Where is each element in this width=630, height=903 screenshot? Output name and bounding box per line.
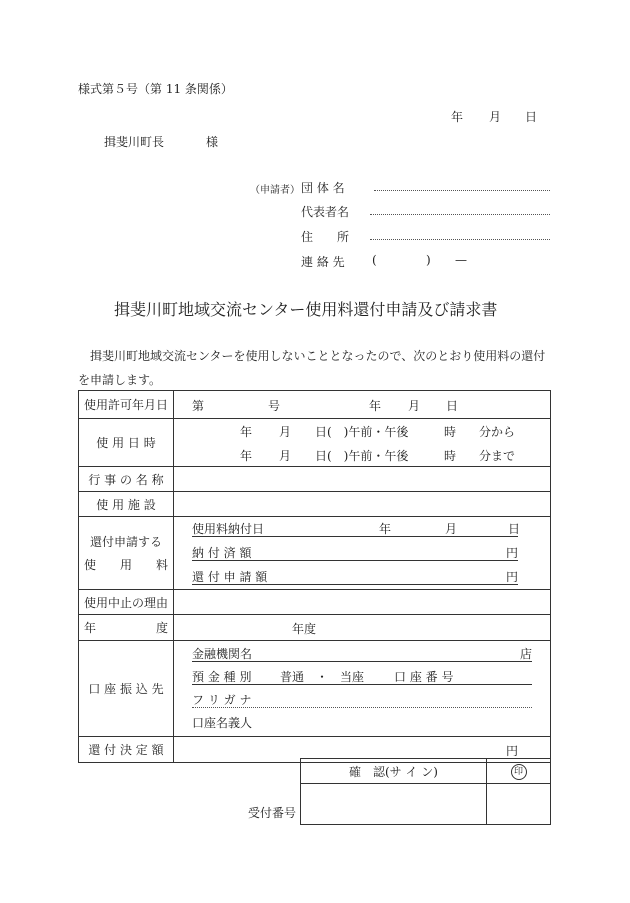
permit-date-cell[interactable] <box>174 391 551 419</box>
date-day: 日 <box>525 110 538 124</box>
facility-label: 使 用 施 設 <box>79 492 174 517</box>
address-label: 住 所 <box>301 230 350 244</box>
use-end-minute: 分まで <box>479 449 516 463</box>
application-table <box>78 390 551 763</box>
date-year: 年 <box>451 110 464 124</box>
paid-day: 日 <box>508 522 521 536</box>
paid-year: 年 <box>379 522 392 536</box>
reason-cell[interactable] <box>174 590 551 615</box>
fiscal-year-value: 年度 <box>292 622 317 636</box>
row-use-date <box>79 419 551 467</box>
furigana-dotline <box>192 707 532 708</box>
deposit-underline <box>192 684 532 685</box>
addressee: 揖斐川町長 <box>104 135 165 149</box>
form-number: 様式第５号（第 11 条関係） <box>78 82 233 96</box>
reason-label: 使用中止の理由 <box>79 590 174 615</box>
fiscal-year-cell[interactable] <box>174 615 551 641</box>
confirm-row <box>301 759 551 784</box>
use-start-day: 日( )午前・午後 <box>315 425 409 439</box>
applicant-prefix: （申請者） <box>250 185 300 196</box>
date-month: 月 <box>489 110 502 124</box>
permit-date-label: 使用許可年月日 <box>79 391 174 419</box>
receipt-row <box>301 784 551 825</box>
seal-cell <box>487 759 551 784</box>
row-bank <box>79 641 551 737</box>
use-start-month: 月 <box>279 425 292 439</box>
contact-label: 連 絡 先 <box>301 255 345 269</box>
use-start-minute: 分から <box>479 425 516 439</box>
row-facility <box>79 492 551 517</box>
representative-label: 代表者名 <box>301 205 350 219</box>
deposit-type-label: 預 金 種 別 <box>192 670 252 684</box>
refund-amount-underline <box>192 584 518 585</box>
seal-icon: 印 <box>511 764 527 780</box>
permit-year: 年 <box>369 399 382 413</box>
event-name-cell[interactable] <box>174 467 551 492</box>
bank-branch: 店 <box>520 647 533 661</box>
refund-fee-cell[interactable] <box>174 517 551 590</box>
use-start-hour: 時 <box>444 425 457 439</box>
row-reason <box>79 590 551 615</box>
seal-sign-cell[interactable] <box>487 784 551 825</box>
decided-yen: 円 <box>506 744 519 758</box>
intro-line-2: を申請します。 <box>78 373 162 387</box>
refund-amount-yen: 円 <box>506 570 519 584</box>
confirm-label: 確 認(サ イ ン) <box>301 759 487 784</box>
document-title: 揖斐川町地域交流センター使用料還付申請及び請求書 <box>114 300 498 319</box>
permit-dai: 第 <box>192 399 205 413</box>
paid-amount-label: 納 付 済 額 <box>192 546 252 560</box>
phone-dash: — <box>455 253 467 267</box>
use-end-month: 月 <box>279 449 292 463</box>
group-name-line[interactable] <box>374 190 550 191</box>
representative-line[interactable] <box>370 214 550 215</box>
event-name-label: 行 事 の 名 称 <box>79 467 174 492</box>
phone-open: ( <box>372 253 377 267</box>
refund-fee-label-1: 還付申請する <box>89 535 162 549</box>
facility-cell[interactable] <box>174 492 551 517</box>
phone-close: ) <box>426 253 431 267</box>
paid-amount-underline <box>192 560 518 561</box>
bank-label: 口 座 振 込 先 <box>79 641 174 737</box>
receipt-number-label: 受付番号 <box>248 806 297 820</box>
furigana-label: フ リ ガ ナ <box>192 693 252 707</box>
refund-amount-label: 還 付 申 請 額 <box>192 570 268 584</box>
permit-go: 号 <box>268 399 281 413</box>
refund-fee-label <box>79 517 174 590</box>
use-date-cell[interactable] <box>174 419 551 467</box>
deposit-types: 普通 ・ 当座 <box>280 670 365 684</box>
bank-name-label: 金融機関名 <box>192 647 253 661</box>
permit-month: 月 <box>408 399 421 413</box>
use-end-year: 年 <box>240 449 253 463</box>
confirmation-table <box>300 758 551 825</box>
row-fiscal-year <box>79 615 551 641</box>
bank-cell[interactable] <box>174 641 551 737</box>
refund-fee-label-2: 使 用 料 <box>83 558 168 572</box>
paid-amount-yen: 円 <box>506 546 519 560</box>
use-start-year: 年 <box>240 425 253 439</box>
use-date-label: 使 用 日 時 <box>79 419 174 467</box>
paid-month: 月 <box>445 522 458 536</box>
account-holder-label: 口座名義人 <box>192 716 253 730</box>
account-number-label: 口 座 番 号 <box>394 670 454 684</box>
honorific: 様 <box>206 135 219 149</box>
group-name-label: 団 体 名 <box>301 181 345 195</box>
use-end-day: 日( )午前・午後 <box>315 449 409 463</box>
use-end-hour: 時 <box>444 449 457 463</box>
fiscal-year-label: 年 度 <box>79 615 174 641</box>
paid-date-label: 使用料納付日 <box>192 522 265 536</box>
intro-line-1: 揖斐川町地域交流センターを使用しないこととなったので、次のとおり使用料の還付 <box>90 349 546 363</box>
row-refund-fee <box>79 517 551 590</box>
receipt-cell[interactable] <box>301 784 487 825</box>
paid-date-underline <box>192 536 518 537</box>
row-permit-date <box>79 391 551 419</box>
row-event-name <box>79 467 551 492</box>
permit-day: 日 <box>446 399 459 413</box>
decided-label: 還 付 決 定 額 <box>79 737 174 763</box>
bank-name-underline <box>192 661 532 662</box>
address-line[interactable] <box>370 239 550 240</box>
